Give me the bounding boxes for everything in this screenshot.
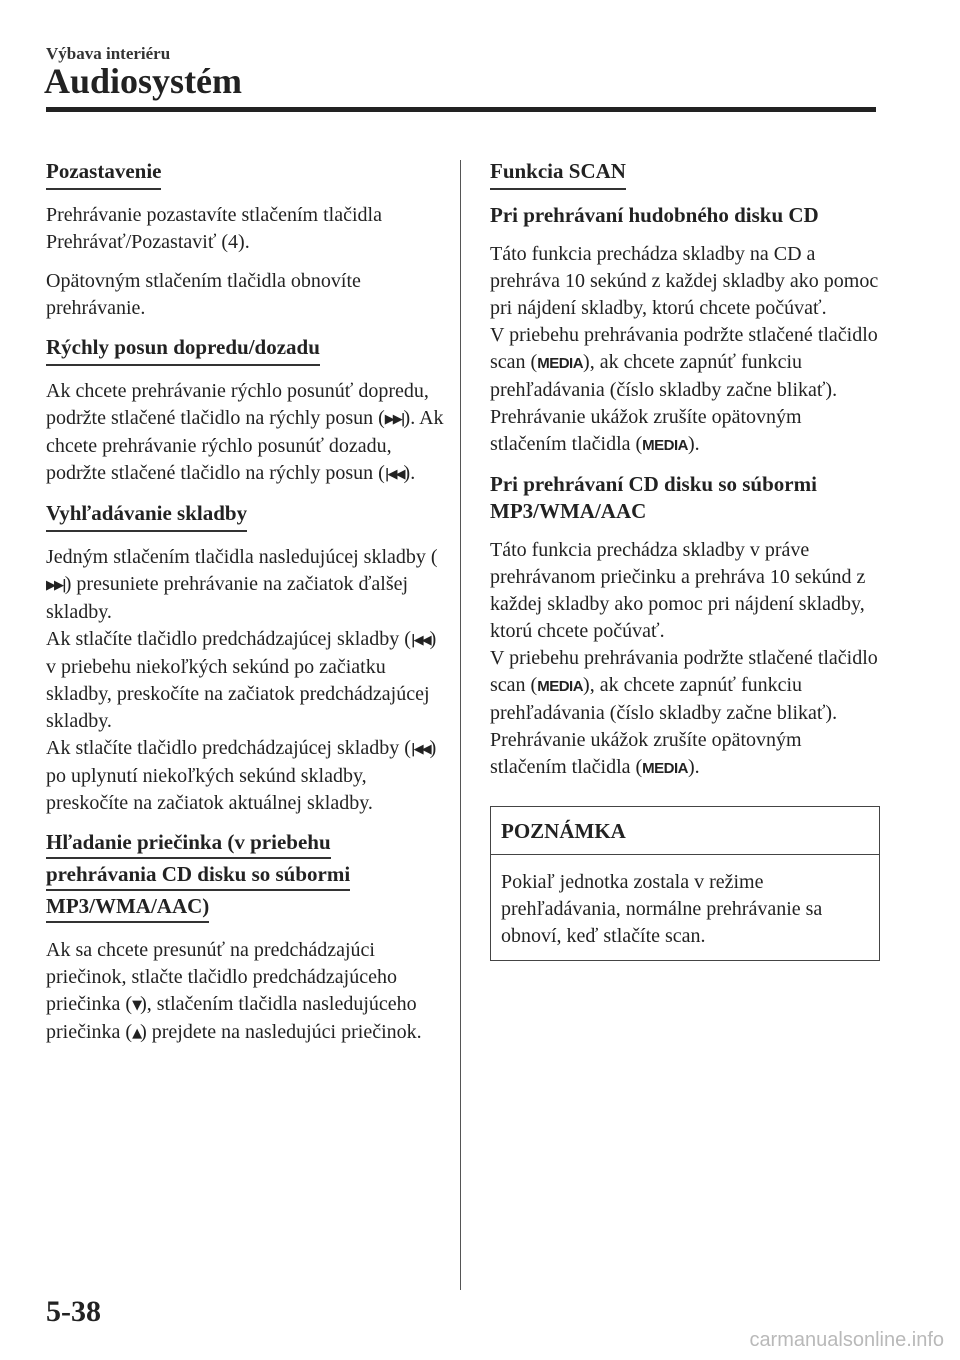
previous-track-icon: |◀◀ [410, 742, 430, 757]
rewind-icon: |◀◀ [384, 467, 404, 482]
text-run: ) prejdete na nasledujúci priečinok. [140, 1021, 422, 1043]
next-track-icon: ▶▶| [46, 578, 65, 593]
cd-paragraph-1: Táto funkcia prechádza skladby na CD a prehráva 10 sekúnd z každej skladby ako pomoc pri nájdení skladby, ktorú chcete počúvať. [490, 243, 879, 319]
heading-line: Hľadanie priečinka (v priebehu [46, 829, 331, 859]
text-run: ) po uplynutí niekoľkých sekúnd skladby, preskočíte na začiatok aktuálnej skladby. [46, 737, 437, 814]
text-run: ). [403, 462, 416, 484]
cd-paragraph-2 [490, 322, 880, 459]
column-divider [460, 160, 461, 1290]
folder-search-heading [46, 829, 446, 925]
mp3-paragraph-2 [490, 645, 880, 727]
watermark: carmanualsonline.info [749, 1329, 944, 1351]
pause-paragraph-1: Prehrávanie pozastavíte stlačením tlačidla Prehrávať/Pozastaviť (4). [46, 204, 382, 253]
track-search-paragraph-2 [46, 626, 446, 735]
text-run: ) v priebehu niekoľkých sekúnd po začiatku skladby, preskočíte na začiatok predchádzajúcej skladby. [46, 628, 437, 732]
text-run: ), ak chcete zapnúť funkciu prehľadávania (číslo skladby začne blikať). [490, 674, 838, 724]
right-column [490, 158, 880, 961]
media-icon: MEDIA [537, 678, 584, 695]
folder-up-icon: ▲ [132, 1026, 141, 1041]
mp3-subheading [490, 471, 880, 525]
subheading-line: MP3/WMA/AAC [490, 499, 647, 523]
scan-heading: Funkcia SCAN [490, 158, 626, 190]
text-run: Ak stlačíte tlačidlo predchádzajúcej skladby ( [46, 628, 411, 650]
previous-track-icon: |◀◀ [410, 633, 430, 648]
text-run: ). Ak chcete prehrávanie rýchlo posunúť dozadu, podržte stlačené tlačidlo na rýchly posun ( [46, 407, 444, 484]
mp3-paragraph-3 [490, 727, 880, 782]
note-box [490, 806, 880, 961]
note-title: POZNÁMKA [491, 807, 879, 855]
text-run: ). [688, 756, 700, 778]
note-body: Pokiaľ jednotka zostala v režime prehľadávania, normálne prehrávanie sa obnoví, keď stlačíte scan. [501, 871, 823, 947]
pause-heading: Pozastavenie [46, 158, 161, 190]
text-run: V priebehu prehrávania podržte stlačené tlačidlo scan ( [490, 647, 878, 696]
folder-search-paragraph [46, 937, 446, 1047]
pause-paragraph-2: Opätovným stlačením tlačidla obnovíte prehrávanie. [46, 270, 361, 319]
folder-down-icon: ▼ [132, 998, 141, 1013]
track-search-paragraph-1 [46, 544, 446, 626]
text-run: Ak sa chcete presunúť na predchádzajúci priečinok, stlačte tlačidlo predchádzajúceho priečinka ( [46, 939, 397, 1015]
media-icon: MEDIA [642, 437, 689, 454]
text-run: Ak stlačíte tlačidlo predchádzajúcej skladby ( [46, 737, 411, 759]
text-run: ), ak chcete zapnúť funkciu prehľadávania (číslo skladby začne blikať). Prehrávanie ukážok zrušíte opätovným stlačením tlačidla ( [490, 351, 838, 455]
heading-line: MP3/WMA/AAC) [46, 893, 209, 923]
text-run: Prehrávanie ukážok zrušíte opätovným stlačením tlačidla ( [490, 729, 802, 778]
text-run: ), stlačením tlačidla nasledujúceho priečinka ( [46, 993, 417, 1043]
media-icon: MEDIA [642, 760, 689, 777]
track-search-paragraph-3 [46, 735, 446, 817]
media-icon: MEDIA [537, 355, 584, 372]
left-column [46, 158, 446, 1059]
text-run: V priebehu prehrávania podržte stlačené tlačidlo scan ( [490, 324, 878, 373]
page-title: Audiosystém [44, 61, 243, 101]
text-run: Jedným stlačením tlačidla nasledujúcej skladby ( [46, 546, 438, 568]
header-rule [46, 107, 876, 112]
fast-forward-icon: ▶▶| [384, 412, 404, 427]
text-run: ). [688, 433, 700, 455]
mp3-paragraph-1: Táto funkcia prechádza skladby v práve prehrávanom priečinku a prehráva 10 sekúnd z každej skladby ako pomoc pri nájdení skladby, ktorú chcete počúvať. [490, 539, 866, 642]
subheading-line: Pri prehrávaní CD disku so súbormi [490, 472, 817, 496]
heading-line: prehrávania CD disku so súbormi [46, 861, 350, 891]
track-search-heading: Vyhľadávanie skladby [46, 500, 247, 532]
cd-subheading: Pri prehrávaní hudobného disku CD [490, 203, 819, 227]
fast-forward-heading: Rýchly posun dopredu/dozadu [46, 334, 320, 366]
page-number: 5-38 [46, 1295, 101, 1328]
section-label: Výbava interiéru [46, 44, 171, 63]
text-run: Ak chcete prehrávanie rýchlo posunúť dopredu, podržte stlačené tlačidlo na rýchly posun ( [46, 380, 429, 429]
fast-forward-paragraph [46, 378, 446, 488]
text-run: ) presuniete prehrávanie na začiatok ďalšej skladby. [46, 573, 409, 623]
